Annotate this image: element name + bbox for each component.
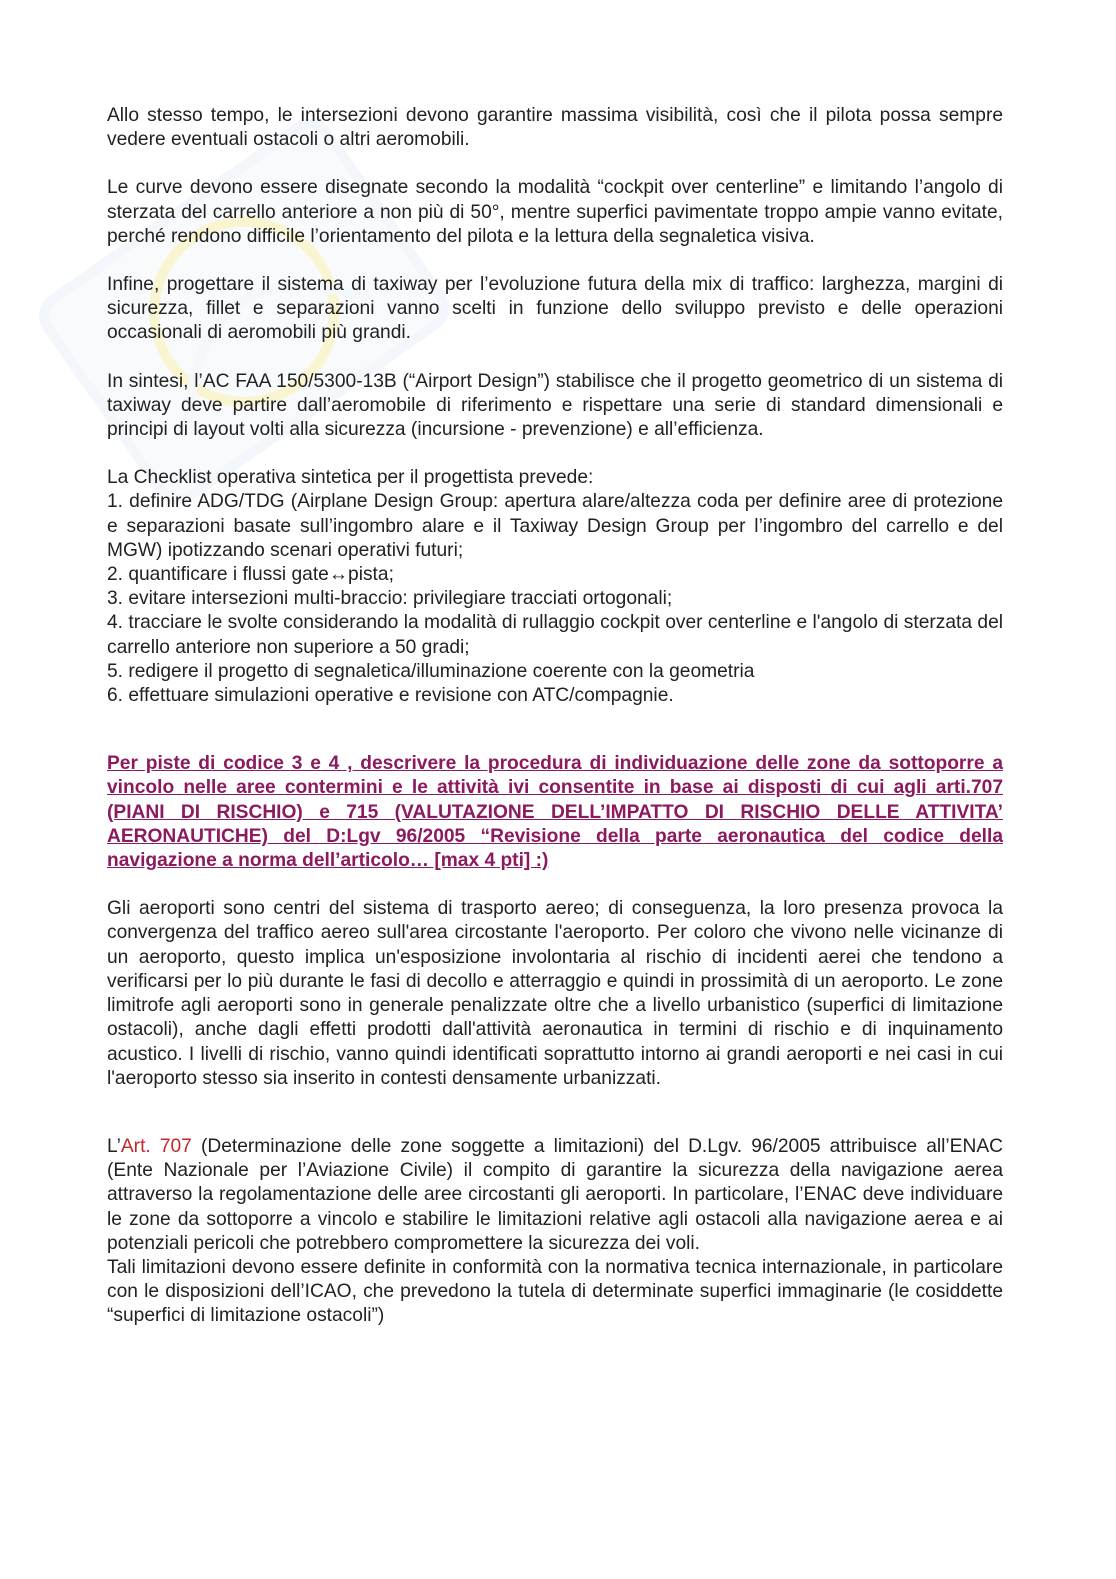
- checklist-intro: La Checklist operativa sintetica per il progettista prevede:: [107, 467, 594, 489]
- art-prefix: L’: [107, 1135, 121, 1157]
- checklist-item: 2. quantificare i flussi gate↔pista;: [107, 564, 394, 586]
- paragraph-intersections: Allo stesso tempo, le intersezioni devono garantire massima visibilità, così che il pilota possa sempre vedere eventuali ostacoli o altri aeromobili.: [107, 105, 1003, 151]
- document-page: [107, 104, 1003, 1329]
- checklist: [107, 466, 1003, 708]
- checklist-item: 5. redigere il progetto di segnaletica/illuminazione coerente con la geometria: [107, 660, 755, 682]
- checklist-item: 3. evitare intersezioni multi-braccio: privilegiare tracciati ortogonali;: [107, 588, 673, 610]
- paragraph-curves: Le curve devono essere disegnate secondo la modalità “cockpit over centerline” e limitando l’angolo di sterzata del carrello anteriore a non più di 50°, mentre superfici pavimentate troppo ampie vanno evitate, perché rendono difficile l’orientamento del pilota e la lettura della segnaletica visiva.: [107, 177, 1003, 247]
- checklist-item: 6. effettuare simulazioni operative e revisione con ATC/compagnie.: [107, 685, 674, 707]
- checklist-item: 1. definire ADG/TDG (Airplane Design Group: apertura alare/altezza coda per definire aree di protezione e separazioni basate sull’ingombro alare e il Taxiway Design Group per l’ingombro del carrello e del MGW) ipotizzando scenari operativi futuri;: [107, 491, 1003, 561]
- paragraph-future: Infine, progettare il sistema di taxiway per l’evoluzione futura della mix di traffico: larghezza, margini di sicurezza, fillet e separazioni vanno scelti in funzione dello sviluppo previsto e delle operazioni occasionali di aeromobili più grandi.: [107, 274, 1003, 344]
- answer-paragraph-airports: Gli aeroporti sono centri del sistema di trasporto aereo; di conseguenza, la loro presenza provoca la convergenza del traffico aereo sull'area circostante l'aeroporto. Per coloro che vivono nelle vicinanze di un aeroporto, questo implica un'esposizione involontaria al rischio di incidenti aerei che tendono a verificarsi per lo più durante le fasi di decollo e atterraggio e quindi in prossimità di un aeroporto. Le zone limitrofe agli aeroporti sono in generale penalizzate oltre che a livello urbanistico (superfici di limitazione ostacoli), anche dagli effetti prodotti dall'attività aeronautica in termini di rischio e di inquinamento acustico. I livelli di rischio, vanno quindi identificati soprattutto intorno ai grandi aeroporti e nei casi in cui l'aeroporto stesso sia inserito in contesti densamente urbanizzati.: [107, 898, 1003, 1089]
- answer-paragraph-icao: Tali limitazioni devono essere definite in conformità con la normativa tecnica internazionale, in particolare con le disposizioni dell’ICAO, che prevedono la tutela di determinate superfici immaginarie (le cosiddette “superfici di limitazione ostacoli”): [107, 1256, 1003, 1327]
- checklist-item: 4. tracciare le svolte considerando la modalità di rullaggio cockpit over centerline e l'angolo di sterzata del carrello anteriore non superiore a 50 gradi;: [107, 612, 1003, 658]
- paragraph-summary: In sintesi, l’AC FAA 150/5300-13B (“Airport Design”) stabilisce che il progetto geometrico di un sistema di taxiway deve partire dall’aeromobile di riferimento e rispettare una serie di standard dimensionali e principi di layout volti alla sicurezza (incursione - prevenzione) e all’efficienza.: [107, 370, 1003, 441]
- question-heading: Per piste di codice 3 e 4 , descrivere la procedura di individuazione delle zone da sottoporre a vincolo nelle aree contermini e le attività ivi consentite in base ai disposti di cui agli arti.707 (PIANI DI RISCHIO) e 715 (VALUTAZIONE DELL’IMPATTO DI RISCHIO DELLE ATTIVITA’ AERONAUTICHE) del D:Lgv 96/2005 “Revisione della parte aeronautica del codice della navigazione a norma dell’articolo… [max 4 pti] :): [107, 753, 1003, 872]
- art-text: (Determinazione delle zone soggette a limitazioni) del D.Lgv. 96/2005 attribuisce all’ENAC (Ente Nazionale per l’Aviazione Civile) il compito di garantire la sicurezza della navigazione aerea attraverso la regolamentazione delle aree circostanti gli aeroporti. In particolare, l’ENAC deve individuare le zone da sottoporre a vincolo e stabilire le limitazioni relative agli ostacoli alla navigazione aerea e ai potenziali pericoli che potrebbero compromettere la sicurezza dei voli.: [107, 1135, 1003, 1254]
- art-707-reference: Art. 707: [120, 1135, 192, 1157]
- answer-paragraph-art707: [107, 1135, 1003, 1256]
